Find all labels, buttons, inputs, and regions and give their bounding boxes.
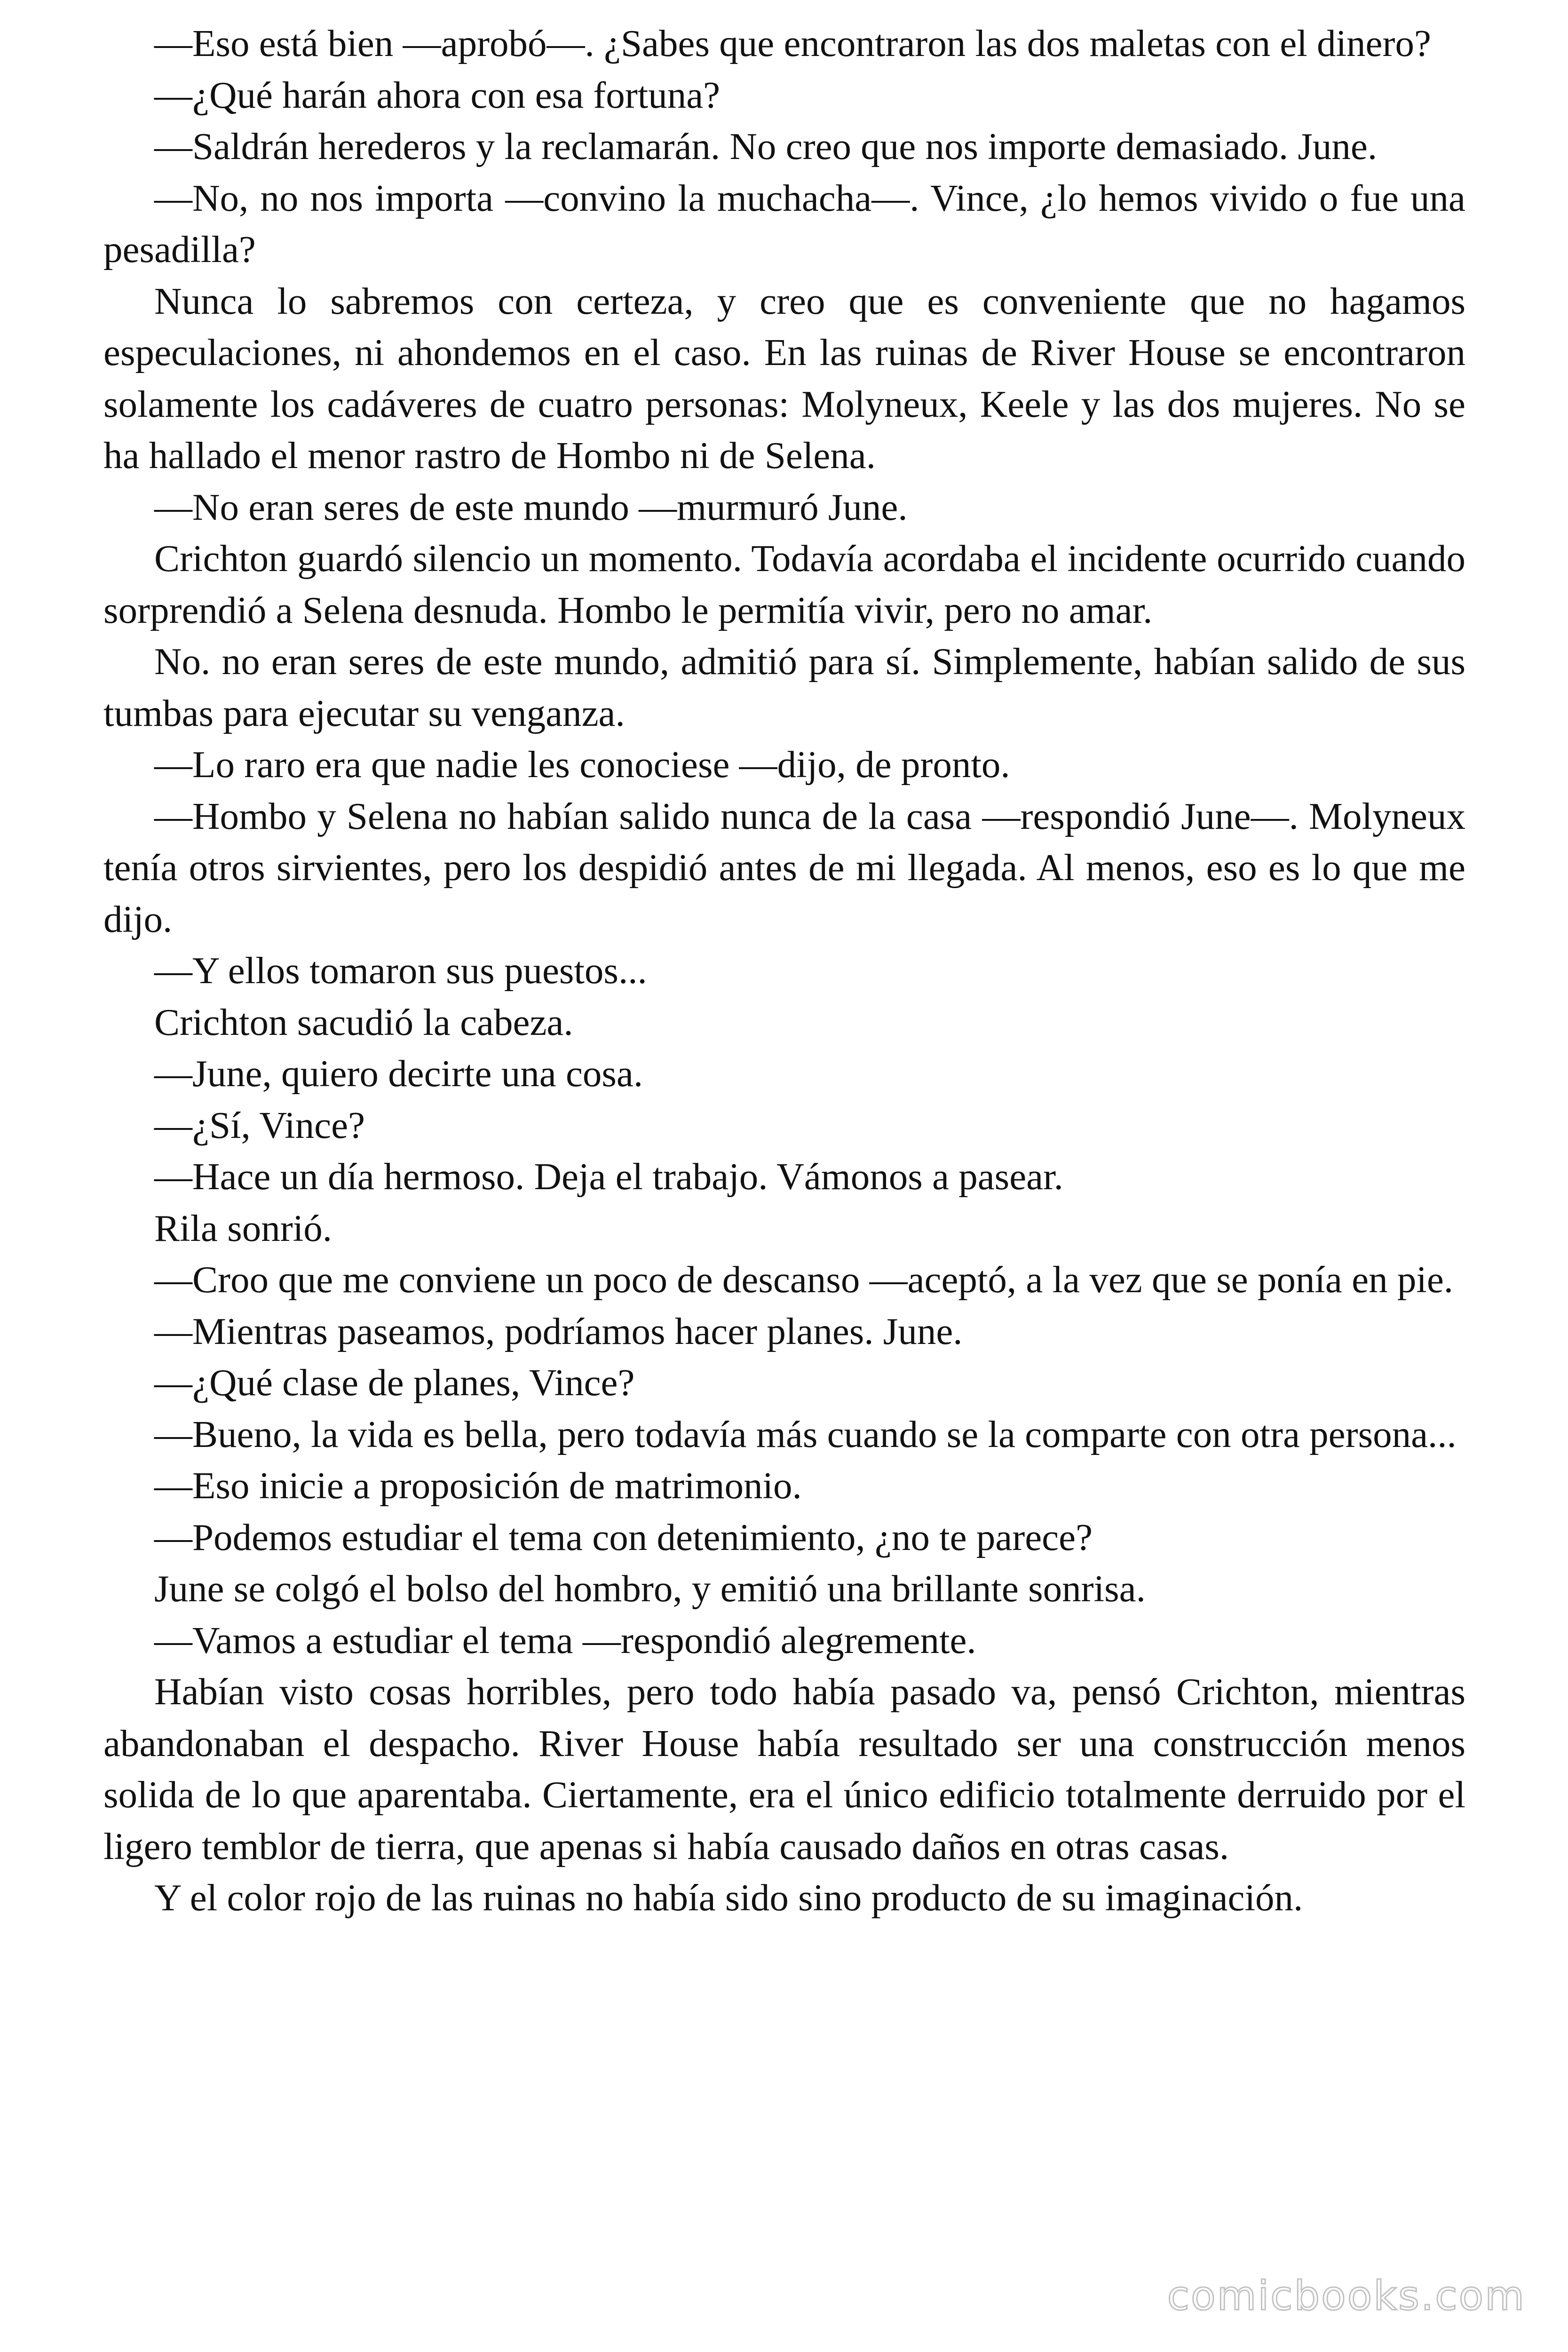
paragraph: —Saldrán herederos y la reclamarán. No creo que nos importe demasiado. June. <box>154 125 1378 167</box>
paragraph: —Podemos estudiar el tema con detenimiento, ¿no te parece? <box>154 1516 1093 1558</box>
paragraph: —Eso inicie a proposición de matrimonio. <box>154 1464 802 1507</box>
paragraph: —Bueno, la vida es bella, pero todavía más cuando se la comparte con otra persona... <box>154 1413 1457 1455</box>
paragraph: —Hace un día hermoso. Deja el trabajo. Vámonos a pasear. <box>154 1155 1063 1198</box>
paragraph: —Vamos a estudiar el tema —respondió alegremente. <box>154 1619 976 1661</box>
paragraph: —No eran seres de este mundo —murmuró June. <box>154 485 908 528</box>
paragraph: —Y ellos tomaron sus puestos... <box>154 949 647 992</box>
paragraph: Nunca lo sabremos con certeza, y creo que es conveniente que no hagamos especulaciones, ni ahondemos en el caso. En las ruinas de River House se encontraron solamente los cadáveres de cuatro personas: Molyneux, Keele y las dos mujeres. No se ha hallado el menor rastro de Hombo ni de Selena. <box>103 279 1465 477</box>
paragraph: June se colgó el bolso del hombro, y emitió una brillante sonrisa. <box>154 1567 1146 1610</box>
paragraph: —No, no nos importa —convino la muchacha—. Vince, ¿lo hemos vivido o fue una pesadilla? <box>103 176 1465 270</box>
paragraph: Habían visto cosas horribles, pero todo había pasado va, pensó Crichton, mientras abandonaban el despacho. River House había resultado ser una construcción menos solida de lo que aparentaba. Ciertamente, era el único edificio totalmente derruido por el ligero temblor de tierra, que apenas si había causado daños en otras casas. <box>103 1670 1465 1867</box>
paragraph: No. no eran seres de este mundo, admitió para sí. Simplemente, habían salido de sus tumbas para ejecutar su venganza. <box>103 640 1465 734</box>
paragraph: —Mientras paseamos, podríamos hacer planes. June. <box>154 1310 963 1352</box>
paragraph: —June, quiero decirte una cosa. <box>154 1052 643 1095</box>
paragraph: —Hombo y Selena no habían salido nunca de la casa —respondió June—. Molyneux tenía otros sirvientes, pero los despidió antes de mi llegada. Al menos, eso es lo que me dijo. <box>103 795 1465 940</box>
paragraph: —Eso está bien —aprobó—. ¿Sabes que encontraron las dos maletas con el dinero? <box>154 22 1431 64</box>
paragraph: Crichton guardó silencio un momento. Todavía acordaba el incidente ocurrido cuando sorprendió a Selena desnuda. Hombo le permitía vivir, pero no amar. <box>103 537 1465 631</box>
paragraph: —Lo raro era que nadie les conociese —dijo, de pronto. <box>154 743 1010 786</box>
paragraph: Rila sonrió. <box>154 1207 332 1249</box>
paragraph: Crichton sacudió la cabeza. <box>154 1001 573 1043</box>
paragraph: —¿Sí, Vince? <box>154 1104 365 1146</box>
paragraph: —¿Qué clase de planes, Vince? <box>154 1361 635 1404</box>
paragraph: Y el color rojo de las ruinas no había sido sino producto de su imaginación. <box>154 1876 1303 1919</box>
body-text <box>103 18 1465 1924</box>
paragraph: —Croo que me conviene un poco de descanso —aceptó, a la vez que se ponía en pie. <box>154 1258 1454 1301</box>
site-watermark: comicbooks.com <box>1167 2273 1526 2320</box>
paragraph: —¿Qué harán ahora con esa fortuna? <box>154 73 721 116</box>
